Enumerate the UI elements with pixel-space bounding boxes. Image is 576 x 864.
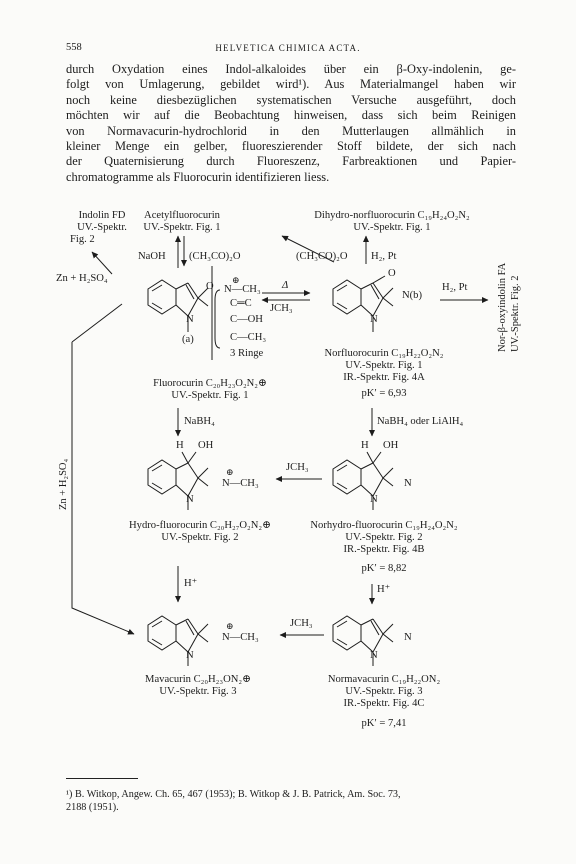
mavacurin-n-methyl: N—CH₃ — [222, 632, 259, 643]
mavacurin-label: Mavacurin C₂₀H₂₃ON₂⊕ UV.-Spektr. Fig. 3 — [145, 674, 251, 698]
indolin-fd-fig: Fig. 2 — [70, 234, 95, 245]
norhydro-nitrogen: N — [370, 494, 378, 505]
fluorocurin-coh: C—OH — [230, 314, 263, 325]
normavacurin-nitrogen: N — [370, 650, 378, 661]
fluorocurin-brace — [215, 290, 220, 348]
fluorocurin-rings: 3 Ringe — [230, 348, 264, 359]
fluorocurin-label: Fluorocurin C₂₀H₂₃O₂N₂⊕ UV.-Spektr. Fig. 1 — [153, 378, 267, 402]
norfluorocurin-nb: N(b) — [402, 290, 423, 301]
reagent-acid: H⁺ — [184, 578, 198, 589]
fluorocurin-charge: ⊕ — [232, 275, 240, 285]
norfluorocurin-nitrogen: N — [370, 314, 378, 325]
reagent-methyl-iodide-1: JCH₃ — [270, 303, 293, 314]
norfluorocurin-label: Norfluorocurin C₁₉H₂₂O₂N₂ UV.-Spektr. Fig. 1 IR.-Spektr. Fig. 4A pK′ = 6,93 — [324, 348, 444, 399]
mavacurin-charge: ⊕ — [226, 621, 234, 631]
paragraph-line: folgt von Umlagerung, gebildet wird¹). Aus Materialmangel haben wir — [66, 77, 516, 92]
hydro-fluorocurin-nitrogen: N — [186, 494, 194, 505]
hydro-fluorocurin-charge: ⊕ — [226, 467, 234, 477]
reagent-methyl-iodide-3: JCH₃ — [290, 618, 313, 629]
indole-skeleton-fluorocurin — [148, 280, 208, 332]
footnote-rule — [66, 778, 138, 779]
reagent-h2-pt-2: H₂, Pt — [442, 282, 468, 293]
norhydro-h: H — [361, 440, 369, 451]
reagent-nabh4-2: NaBH₄ oder LiAlH₄ — [377, 416, 464, 427]
arrow-zn-bottom — [72, 342, 134, 634]
arrow-zn-top — [72, 304, 122, 342]
reagent-acetic-anhydride-2: (CH₃CO)₂O — [296, 251, 348, 262]
reagent-naoh: NaOH — [138, 251, 166, 262]
fluorocurin-cch3: C—CH₃ — [230, 332, 267, 343]
dihydro-norfluorocurin-label: Dihydro-norfluorocurin C₁₉H₂₄O₂N₂ UV.-Spektr. Fig. 1 — [314, 210, 470, 234]
indolin-fd-label: Indolin FD UV.-Spektr. — [77, 210, 127, 234]
hydro-fluorocurin-h: H — [176, 440, 184, 451]
indole-skeleton-normavacurin — [333, 616, 393, 666]
paragraph-line: möchten wir auf die Beobachtung hinweisen, dass sich beim Reinigen — [66, 108, 516, 123]
fluorocurin-oxygen: O — [206, 281, 214, 292]
indole-skeleton-norfluorocurin — [333, 276, 393, 332]
reagent-heat: Δ — [282, 280, 289, 291]
paragraph-line: kleiner Menge ein gelber, fluoreszierender Stoff bildete, der sich nach — [66, 138, 516, 153]
hydro-fluorocurin-oh: OH — [198, 440, 214, 451]
arrow-to-indolin-fd — [92, 252, 112, 274]
norhydro-fluorocurin-label: Norhydro-fluorocurin C₁₉H₂₄O₂N₂ UV.-Spektr. Fig. 2 IR.-Spektr. Fig. 4B pK′ = 8,82 — [310, 520, 458, 574]
fluorocurin-nitrogen: N — [186, 314, 194, 325]
paragraph-line: noch keine diesbezüglichen systematischen Versuche ausgeführt, doch — [66, 92, 516, 107]
paragraph-line: von Normavacurin-hydrochlorid in den Mutterlaugen allmählich in — [66, 123, 516, 138]
fluorocurin-n-methyl: N—CH₃ — [224, 284, 261, 295]
norhydro-oh: OH — [383, 440, 399, 451]
normavacurin-label: Normavacurin C₁₉H₂₂ON₂ UV.-Spektr. Fig. 3 IR.-Spektr. Fig. 4C pK′ = 7,41 — [327, 674, 441, 729]
running-header: HELVETICA CHIMICA ACTA. — [215, 43, 361, 53]
norfluorocurin-oxygen: O — [388, 268, 396, 279]
paragraph-line: der Quaternisierung durch Fluoreszenz, Farbreaktionen und Papier- — [66, 154, 516, 169]
footnote: ¹) B. Witkop, Angew. Ch. 65, 467 (1953); B. Witkop & J. B. Patrick, Am. Soc. 73, 2188 (1951). — [66, 789, 401, 813]
reagent-nabh4-1: NaBH₄ — [184, 416, 215, 427]
hydro-fluorocurin-n-methyl: N—CH₃ — [222, 478, 259, 489]
reagent-methyl-iodide-2: JCH₃ — [286, 462, 309, 473]
reagent-acetic-anhydride-1: (CH₃CO)₂O — [189, 251, 241, 262]
paragraph-line: chromatogramme als Fluorocurin identifizieren liess. — [66, 169, 330, 184]
reagent-acid-2: H⁺ — [377, 584, 391, 595]
mavacurin-nitrogen: N — [186, 650, 194, 661]
nor-beta-oxyindolin-label: Nor-β-oxyindolin FA UV.-Spektr. Fig. 2 — [497, 262, 521, 352]
indole-skeleton-hydro-fluorocurin — [148, 452, 208, 510]
indole-skeleton-mavacurin — [148, 616, 208, 666]
reagent-zn-h2so4-1: Zn + H₂SO₄ — [56, 273, 108, 284]
reagent-zn-h2so4-2: Zn + H₂SO₄ — [58, 458, 69, 510]
norhydro-nb: N — [404, 478, 412, 489]
paragraph-line: durch Oxydation eines Indol-alkaloides über ein β-Oxy-indolenin, ge- — [66, 62, 516, 76]
fluorocurin-cc: C═C — [230, 298, 252, 309]
hydro-fluorocurin-label: Hydro-fluorocurin C₂₀H₂₇O₂N₂⊕ UV.-Spektr. Fig. 2 — [129, 520, 271, 544]
indole-skeleton-norhydro-fluorocurin — [333, 452, 393, 510]
normavacurin-nb: N — [404, 632, 412, 643]
page-number: 558 — [66, 42, 82, 53]
fluorocurin-a-label: (a) — [182, 334, 194, 345]
acetylfluorocurin-label: Acetylfluorocurin UV.-Spektr. Fig. 1 — [143, 210, 221, 234]
reagent-h2-pt-1: H₂, Pt — [371, 251, 397, 262]
